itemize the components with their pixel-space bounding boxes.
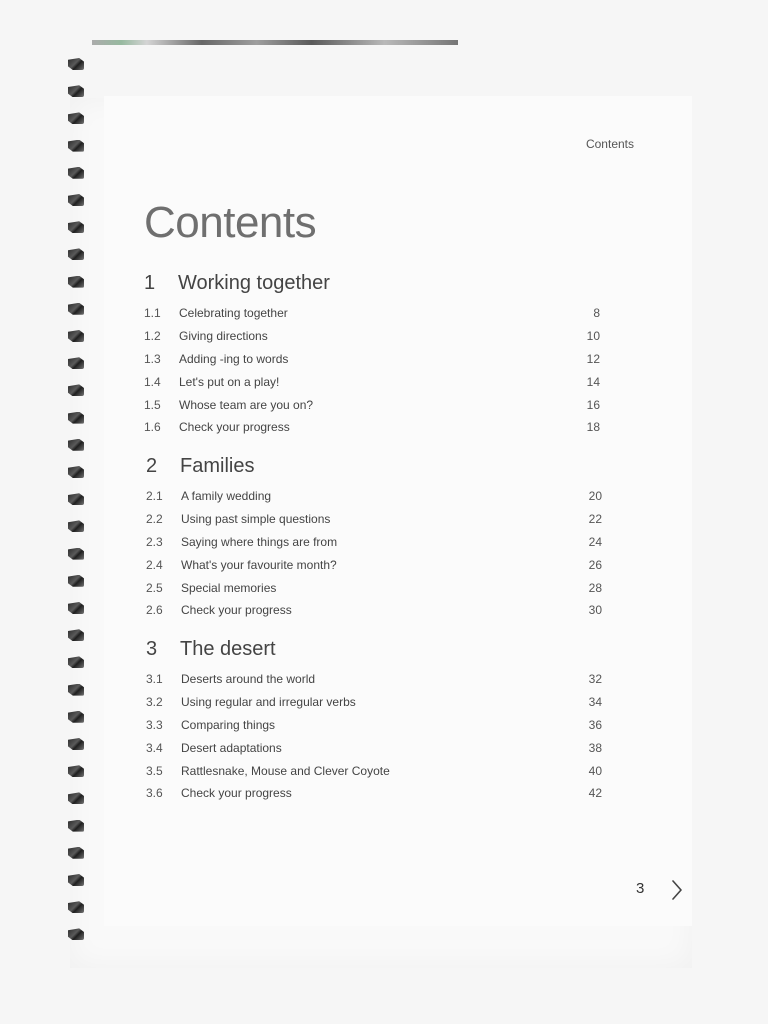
lesson-number: 3.2 xyxy=(146,695,163,710)
lesson-page: 14 xyxy=(586,374,600,389)
lesson-title: Check your progress xyxy=(179,420,290,435)
lesson-title: Rattlesnake, Mouse and Clever Coyote xyxy=(181,763,390,778)
page-number: 3 xyxy=(636,880,645,897)
lesson-title: Check your progress xyxy=(181,786,292,801)
binding-coil xyxy=(68,602,84,614)
binding-coil xyxy=(68,140,84,152)
unit-heading xyxy=(146,638,602,668)
binding-coil xyxy=(68,520,84,532)
binding-coil xyxy=(68,493,84,505)
lesson-number: 3.1 xyxy=(146,672,163,687)
binding-coil xyxy=(68,792,84,804)
lesson-number: 3.6 xyxy=(146,786,163,801)
toc-row[interactable] xyxy=(144,348,600,371)
lesson-title: Giving directions xyxy=(179,329,268,344)
binding-coil xyxy=(68,928,84,940)
toc-row[interactable] xyxy=(146,508,602,531)
lesson-title: Special memories xyxy=(181,580,277,595)
lesson-number: 3.5 xyxy=(146,763,163,778)
unit-number: 3 xyxy=(146,638,158,660)
toc-row[interactable] xyxy=(146,668,602,691)
unit-number: 2 xyxy=(146,455,158,477)
toc-row[interactable] xyxy=(146,691,602,714)
lesson-page: 12 xyxy=(586,351,600,366)
lesson-number: 1.1 xyxy=(144,306,161,321)
binding-coil xyxy=(68,167,84,179)
toc-row[interactable] xyxy=(146,485,602,508)
toc-row[interactable] xyxy=(144,325,600,348)
lesson-title: Comparing things xyxy=(181,717,276,732)
lesson-number: 2.6 xyxy=(146,603,163,618)
binding-coil xyxy=(68,194,84,206)
lesson-title: Using regular and irregular verbs xyxy=(181,695,356,710)
binding-coil xyxy=(68,112,84,124)
unit-heading xyxy=(146,455,602,485)
toc-row[interactable] xyxy=(146,714,602,737)
unit-2 xyxy=(146,455,602,622)
lesson-page: 16 xyxy=(586,397,600,412)
lesson-page: 42 xyxy=(588,786,602,801)
lesson-page: 18 xyxy=(586,420,600,435)
lesson-page: 10 xyxy=(586,329,600,344)
lesson-number: 1.5 xyxy=(144,397,161,412)
lesson-number: 1.3 xyxy=(144,351,161,366)
toc-row[interactable] xyxy=(146,531,602,554)
lesson-title: Saying where things are from xyxy=(181,534,338,549)
lesson-title: Check your progress xyxy=(181,603,292,618)
binding-coil xyxy=(68,439,84,451)
lesson-page: 20 xyxy=(588,489,602,504)
lesson-page: 38 xyxy=(588,740,602,755)
lesson-page: 8 xyxy=(593,306,600,321)
lesson-title: Using past simple questions xyxy=(181,512,331,527)
lesson-page: 28 xyxy=(588,580,602,595)
lesson-number: 1.2 xyxy=(144,329,161,344)
lesson-page: 26 xyxy=(588,557,602,572)
lesson-title: Adding -ing to words xyxy=(179,351,289,366)
lesson-number: 3.4 xyxy=(146,740,163,755)
binding-coil xyxy=(68,303,84,315)
binding-coil xyxy=(68,765,84,777)
binding-coil xyxy=(68,248,84,260)
unit-title: Working together xyxy=(178,272,330,294)
lesson-number: 2.4 xyxy=(146,557,163,572)
lesson-page: 32 xyxy=(588,672,602,687)
lesson-title: Whose team are you on? xyxy=(179,397,314,412)
toc-row[interactable] xyxy=(146,759,602,782)
lesson-title: A family wedding xyxy=(181,489,272,504)
lesson-number: 2.3 xyxy=(146,534,163,549)
toc-row[interactable] xyxy=(146,553,602,576)
lesson-title: Deserts around the world xyxy=(181,672,316,687)
binding-coil xyxy=(68,330,84,342)
toc-row[interactable] xyxy=(146,576,602,599)
binding-coil xyxy=(68,684,84,696)
unit-number: 1 xyxy=(144,272,156,294)
lesson-number: 1.6 xyxy=(144,420,161,435)
binding-coil xyxy=(68,548,84,560)
lesson-number: 2.2 xyxy=(146,512,163,527)
unit-title: Families xyxy=(180,455,255,477)
lesson-title: What's your favourite month? xyxy=(181,557,337,572)
binding-coil xyxy=(68,466,84,478)
unit-title: The desert xyxy=(180,638,276,660)
binding-coil xyxy=(68,575,84,587)
binding-coil xyxy=(68,711,84,723)
toc-row[interactable] xyxy=(144,370,600,393)
top-edge-strip xyxy=(92,40,458,45)
lesson-number: 3.3 xyxy=(146,717,163,732)
binding-coil xyxy=(68,384,84,396)
lesson-number: 2.1 xyxy=(146,489,163,504)
binding-coil xyxy=(68,847,84,859)
unit-heading xyxy=(144,272,600,302)
lesson-page: 24 xyxy=(588,534,602,549)
binding-coil xyxy=(68,58,84,70)
toc-row[interactable] xyxy=(146,599,602,622)
binding-coil xyxy=(68,276,84,288)
binding-coil xyxy=(68,357,84,369)
lesson-page: 30 xyxy=(588,603,602,618)
lesson-number: 2.5 xyxy=(146,580,163,595)
unit-1 xyxy=(144,272,600,439)
binding-coil xyxy=(68,221,84,233)
binding-coil xyxy=(68,85,84,97)
lesson-page: 36 xyxy=(588,717,602,732)
binding-coil xyxy=(68,901,84,913)
toc-row[interactable] xyxy=(144,302,600,325)
chevron-right-icon[interactable] xyxy=(668,876,686,904)
binding-coil xyxy=(68,629,84,641)
binding-coil xyxy=(68,656,84,668)
lesson-page: 22 xyxy=(588,512,602,527)
lesson-number: 1.4 xyxy=(144,374,161,389)
toc-row[interactable] xyxy=(146,736,602,759)
toc-row[interactable] xyxy=(146,782,602,805)
toc-row[interactable] xyxy=(144,393,600,416)
binding-coil xyxy=(68,820,84,832)
lesson-page: 34 xyxy=(588,695,602,710)
binding-coil xyxy=(68,874,84,886)
lesson-title: Desert adaptations xyxy=(181,740,282,755)
toc-row[interactable] xyxy=(144,416,600,439)
unit-3 xyxy=(146,638,602,805)
page-title: Contents xyxy=(144,198,317,247)
lesson-title: Celebrating together xyxy=(179,306,288,321)
running-head: Contents xyxy=(585,137,634,151)
spiral-binding xyxy=(60,58,100,968)
lesson-page: 40 xyxy=(588,763,602,778)
binding-coil xyxy=(68,738,84,750)
lesson-title: Let's put on a play! xyxy=(179,374,280,389)
binding-coil xyxy=(68,412,84,424)
